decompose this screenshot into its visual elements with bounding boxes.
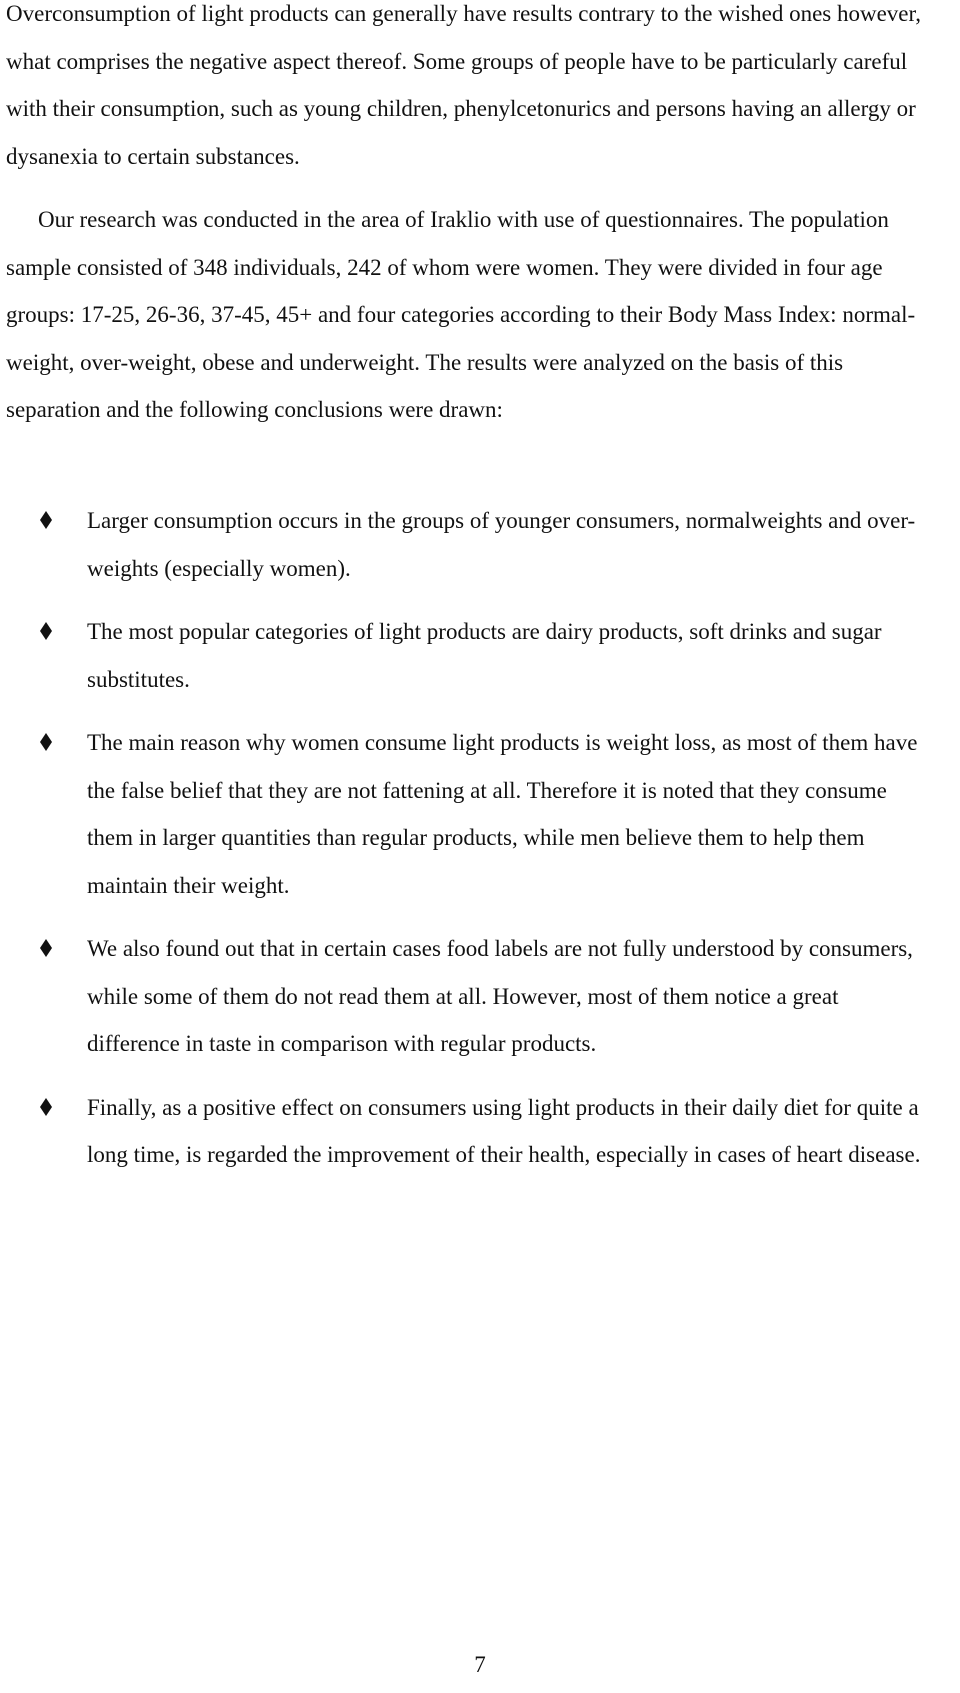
diamond-bullet-icon bbox=[40, 511, 52, 529]
list-item bbox=[0, 1084, 930, 1179]
intro-paragraph: Overconsumption of light products can generally have results contrary to the wished ones however, what comprises the negative aspect thereof. Some groups of people have to be particularly careful with their consumption, such as young children, phenylcetonurics and persons having an allergy or dysanexia to certain substances. bbox=[6, 1, 921, 169]
research-paragraph: Our research was conducted in the area of Iraklio with use of questionnaires. The population sample consisted of 348 individuals, 242 of whom were women. They were divided in four age groups: 17-25, 26-36, 37-45, 45+ and four categories according to their Body Mass Index: normal- weight, over-weight, obese and underweight. The results were analyzed on the basis of this separation and the following conclusions were drawn: bbox=[6, 207, 916, 422]
list-item bbox=[0, 719, 930, 909]
diamond-bullet-icon bbox=[40, 733, 52, 751]
page-number: 7 bbox=[474, 1652, 486, 1677]
list-item bbox=[0, 925, 930, 1068]
conclusion-text: Larger consumption occurs in the groups of younger consumers, normalweights and over-weights (especially women). bbox=[87, 508, 916, 581]
conclusion-text: Finally, as a positive effect on consumers using light products in their daily diet for quite a long time, is regarded the improvement of their health, especially in cases of heart disease. bbox=[87, 1094, 921, 1167]
diamond-bullet-icon bbox=[40, 939, 52, 957]
list-item bbox=[0, 608, 930, 703]
list-item bbox=[0, 497, 930, 592]
conclusion-text: The most popular categories of light products are dairy products, soft drinks and sugar substitutes. bbox=[87, 619, 882, 692]
diamond-bullet-icon bbox=[40, 1098, 52, 1116]
diamond-bullet-icon bbox=[40, 622, 52, 640]
conclusion-text: We also found out that in certain cases food labels are not fully understood by consumers, while some of them do not read them at all. However, most of them notice a great difference in taste in comparison with regular products. bbox=[87, 936, 913, 1056]
conclusion-text: The main reason why women consume light products is weight loss, as most of them have the false belief that they are not fattening at all. Therefore it is noted that they consume them in larger quantities than regular products, while men believe them to help them maintain their weight. bbox=[87, 730, 918, 898]
conclusions-list bbox=[0, 497, 960, 1195]
